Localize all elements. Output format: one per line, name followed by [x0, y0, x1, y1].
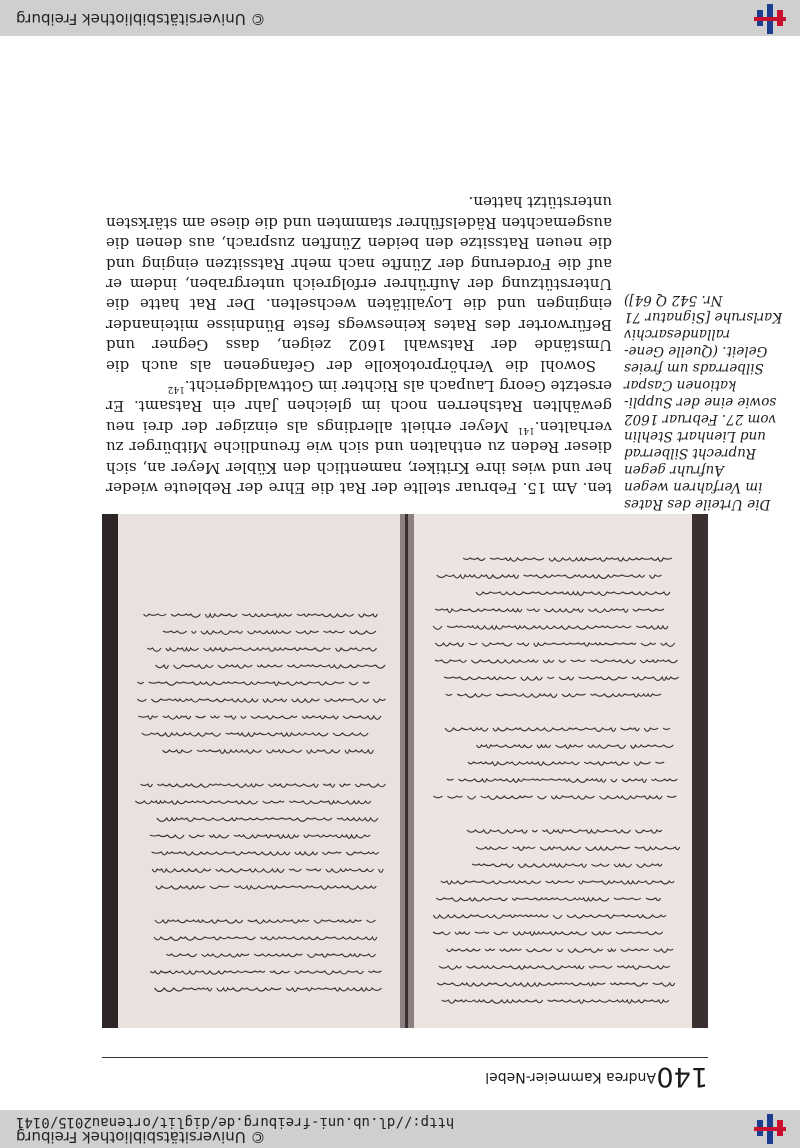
copyright-text: © Universitätsbibliothek Freiburg [16, 1128, 266, 1146]
paragraph [106, 376, 612, 498]
caption-line: und Lienhart Stehlin [624, 428, 766, 444]
footnote-ref[interactable]: 141 [517, 424, 535, 435]
paragraph: Sowohl die Verhörprotokolle der Gefangenen als auch die Umstände der Ratswahl 1602 zeigen, dass Gegner und Befürworter des Rates keineswegs feste Bündnisse miteinander eingingen und die Loyalitäten wechselten. Der Rat hatte die Unterstützung der Aufrührer erfolgreich untergraben, indem er auf die Forderung der Zünfte nach mehr Ratssitzen einging und die neuen Ratssitze den beiden Zünften zusprach, aus denen die ausgemachten Rädelsführer stammten und die diese am stärksten unterstützt hatten. [106, 193, 612, 375]
caption-line: rallandesarchiv [624, 326, 731, 342]
caption-line: Die Urteile des Rates [624, 496, 771, 512]
caption-line: vom 27. Februar 1602 [624, 411, 777, 427]
top-banner [0, 1110, 800, 1148]
manuscript-image [102, 514, 708, 1028]
footnote-ref[interactable]: 142 [167, 383, 185, 394]
caption-line: sowie eine der Suppli- [624, 394, 777, 410]
university-logo-icon [750, 1114, 790, 1144]
image-caption [624, 291, 794, 512]
text-run: ten. Am 15. Februar stellte der Rat die Ehre der Rebleute wieder her und wies ihre Kritiker, namentlich den Kübler Meyer an, sich dieser Reden zu enthalten und sich wie freundliche Mitbürger zu verhalten. [106, 417, 612, 497]
text-run: Meyer erhielt allerdings als einziger der drei neu gewählten Ratsherren noch im gleichen Jahr ein Ratsamt. Er ersetzte Georg Laupach als Richter im Gottwaldgericht. [106, 376, 612, 436]
source-url-link[interactable]: http://dl.ub.uni-freiburg.de/diglit/ortenau2015/0141 [16, 1114, 455, 1130]
caption-line: Nr. 542 Q 64]) [624, 292, 723, 308]
copyright-text: © Universitätsbibliothek Freiburg [16, 10, 266, 28]
bottom-banner [0, 0, 800, 36]
page-number: 140 [656, 1061, 708, 1092]
running-author: Andrea Kammeier-Nebel [485, 1069, 656, 1085]
caption-line: Silberrads um freies [624, 360, 764, 376]
caption-line: Karlsruhe [Signatur 71 [624, 309, 783, 325]
caption-line: Ruprecht Silberrad [624, 445, 757, 461]
university-logo-icon [750, 4, 790, 34]
running-header [102, 1057, 708, 1092]
caption-line: kationen Caspar [624, 377, 737, 393]
caption-line: Geleit. (Quelle Gene- [624, 343, 768, 359]
body-text [106, 192, 612, 498]
caption-line: im Verfahren wegen [624, 479, 763, 495]
manuscript-photo [102, 514, 708, 1028]
caption-line: Aufruhr gegen [624, 462, 724, 478]
